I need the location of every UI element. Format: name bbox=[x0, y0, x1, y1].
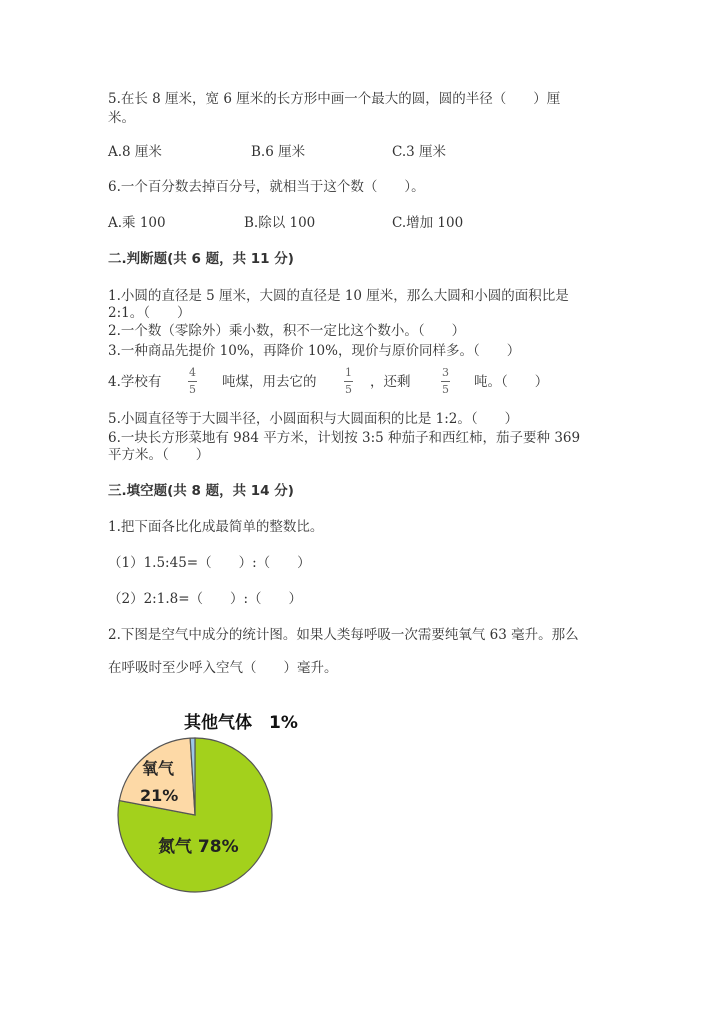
judge4-part1: 4.学校有 bbox=[108, 374, 162, 390]
fill1-text: 1.把下面各比化成最简单的整数比。 bbox=[108, 519, 324, 535]
air-composition-pie-chart bbox=[100, 700, 340, 900]
fraction-numerator: 1 bbox=[345, 366, 352, 379]
judge1-line2: 2:1。（ ） bbox=[108, 305, 191, 321]
judge2: 2.一个数（零除外）乘小数，积不一定比这个数小。（ ） bbox=[108, 323, 466, 339]
label-oxygen-pct: 21% bbox=[140, 786, 179, 805]
fraction-denominator: 5 bbox=[345, 383, 352, 396]
q6-text: 6.一个百分数去掉百分号，就相当于这个数（ ）。 bbox=[108, 179, 425, 195]
judge1-line1: 1.小圆的直径是 5 厘米，大圆的直径是 10 厘米，那么大圆和小圆的面积比是 bbox=[108, 288, 569, 304]
judge5: 5.小圆直径等于大圆半径，小圆面积与大圆面积的比是 1:2。（ ） bbox=[108, 411, 519, 427]
judge3: 3.一种商品先提价 10%，再降价 10%，现价与原价同样多。（ ） bbox=[108, 343, 521, 359]
fill1-item-a: （1）1.5:45=（ ）:（ ） bbox=[108, 555, 311, 571]
q5-option-b: B.6 厘米 bbox=[251, 144, 306, 160]
section3-title: 三.填空题(共 8 题，共 14 分) bbox=[108, 483, 294, 499]
fraction-three-fifths bbox=[441, 367, 450, 396]
label-oxygen: 氧气 bbox=[142, 759, 175, 778]
q5-option-c: C.3 厘米 bbox=[392, 144, 447, 160]
section2-title: 二.判断题(共 6 题，共 11 分) bbox=[108, 251, 294, 267]
label-others: 其他气体 1% bbox=[184, 713, 298, 733]
fill2-line1: 2.下图是空气中成分的统计图。如果人类每呼吸一次需要纯氧气 63 毫升。那么 bbox=[108, 627, 579, 643]
fraction-numerator: 3 bbox=[442, 366, 449, 379]
judge4-part4: 吨。（ ） bbox=[474, 374, 549, 390]
fill1-item-b: （2）2:1.8=（ ）:（ ） bbox=[108, 591, 303, 607]
judge4-part3: ，还剩 bbox=[370, 374, 411, 390]
q5-text-line2: 米。 bbox=[108, 110, 135, 126]
judge4-part2: 吨煤，用去它的 bbox=[222, 374, 317, 390]
fraction-numerator: 4 bbox=[189, 366, 196, 379]
q6-option-a: A.乘 100 bbox=[108, 215, 166, 231]
judge6-line2: 平方米。（ ） bbox=[108, 447, 210, 463]
label-nitrogen: 氮气 78% bbox=[158, 837, 239, 857]
fraction-four-fifths bbox=[188, 367, 197, 396]
q5-option-a: A.8 厘米 bbox=[108, 144, 162, 160]
q5-text-line1: 5.在长 8 厘米，宽 6 厘米的长方形中画一个最大的圆，圆的半径（ ）厘 bbox=[108, 91, 561, 107]
judge6-line1: 6.一块长方形菜地有 984 平方米，计划按 3:5 种茄子和西红柿，茄子要种 369 bbox=[108, 430, 581, 446]
fraction-denominator: 5 bbox=[442, 383, 449, 396]
fraction-denominator: 5 bbox=[189, 383, 196, 396]
q6-option-c: C.增加 100 bbox=[392, 215, 464, 231]
fraction-one-fifth bbox=[344, 367, 353, 396]
q6-option-b: B.除以 100 bbox=[244, 215, 316, 231]
fill2-line2: 在呼吸时至少呼入空气（ ）毫升。 bbox=[108, 660, 338, 676]
